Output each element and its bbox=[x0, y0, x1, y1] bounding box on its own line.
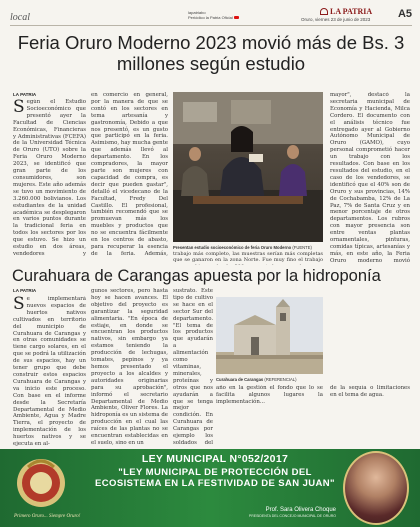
official-role: PRESIDENTA DEL CONCEJO MUNICIPAL DE ORURO bbox=[248, 514, 336, 518]
article1-photo-caption: Presentan estudio socioeconómico de feria Oruro Moderno (FUENTE) bbox=[173, 245, 312, 250]
article2-col3: sustrato. Este tipo de cultivo se hace en el sector Sur del departamento. "El tema de los productos que ayudarán a alimentación como vitaminas, minerales, proteínas y otros que nos ayudarán a que se tenga mejor condición. En Curahuara de Carangas por ejemplo los soldados del bbox=[173, 288, 213, 446]
article2-col1: Se implementará nuevos espacios de huertos nativos cultivados en territorio del municipio de Curahuara de Carangas y en otras comunidades se tiene cargo solares, en el que se podrá la utilización de sus espacios, hay un tener grupo que debe construir estos espacios Curahuara de Carangas y va inicio este proceso. Con base en el informe desde la Secretaría Departamental de Medio Ambiente, Agua y Madre Tierra, el proyecto de implementación de los huertos nativos y se ejecuta en al- bbox=[13, 296, 86, 446]
municipal-seal-icon bbox=[6, 453, 76, 513]
official-portrait bbox=[343, 451, 409, 525]
social-links bbox=[188, 10, 239, 20]
newspaper-brand: LA PATRIA bbox=[320, 7, 372, 16]
article2-photo-caption: Curahuara de Carangas (REFERENCIAL) bbox=[216, 377, 297, 382]
article1-col3: mayor", destacó la secretaria municipal de Economía y Hacienda, Milca Cordero. El documento con el análisis técnico fue entregado ayer al Gobierno Autónomo Municipal de Oruro (GAMO), cuyo personal comprometió hacer un trabajo con los resultados. Con base en los resultados del estudio, en el caso de los vendedores, se identificó que el 40% son de Oruro y sus provincias, 14% de Cochabamba, 12% de La Paz, 7% de Santa Cruz y en menor porcentaje de otros departamentos. Los rubros con mayor presencia son entre ventas plantas ornamentales, pinturas, comidas típicas, artesanías y más, en este año, la Feria Oruro moderno movió bbox=[330, 92, 410, 262]
article2-col4: año en la gestión el fondo que lo se facilita algunos lugares la implementación... bbox=[216, 385, 323, 405]
brand-logo-icon bbox=[320, 8, 328, 15]
youtube-icon[interactable] bbox=[234, 16, 239, 19]
church-photo bbox=[216, 297, 323, 374]
slogan-text: Primero Oruro... Siempre Oruro! bbox=[14, 514, 81, 519]
social-handle[interactable]: lapatriabo bbox=[188, 10, 206, 15]
law-quote: "LEY MUNICIPAL DE PROTECCIÓN DEL ECOSISTEMA EN LA FESTIVIDAD DE SAN JUAN" bbox=[95, 467, 335, 489]
article1-kicker: LA PATRIA bbox=[13, 92, 37, 97]
article2-kicker: LA PATRIA bbox=[13, 288, 37, 293]
law-title: LEY MUNICIPAL N°052/2017 bbox=[141, 453, 289, 465]
article2-col5: de la sequía o limitaciones en el tema de agua. bbox=[330, 385, 410, 398]
article1-title: Feria Oruro Moderno 2023 movió más de Bs. 3 millones según estudio bbox=[17, 32, 405, 74]
conference-photo bbox=[173, 92, 323, 242]
article1-col1: Según el Estudio Socioeconómico que presentó ayer la Facultad de Ciencias Económicas, Financieras y Administrativas (FCEFA) de la Universidad Técnica de Oruro (UTO) sobre la Feria Oruro Moderno 2023, se identificó que gran parte de los consumidores, son mujeres. Este año además se tuvo un movimiento de 3.260.000 bolivianos. Los estudiantes de la unidad académica se desplegaron en varios puntos durante la tradicional feria en todos los sectores por los que estuvo. Se hizo un estudio en dos áreas, vendedores y bbox=[13, 99, 86, 257]
article2-col2: gunos sectores, pero hasta hoy se hacen avances. El objetivo del proyecto es garantizar la seguridad alimentaria. "En época de estiaje, en donde se encuentran los productos nativos, sin embargo ya estamos teniendo la producción de lechugas, tomates, pepinos y ya hemos presentado el proyecto a los alcaldes y autoridades originarias para su aprobación", informó el secretario Departamental de Medio Ambiente, Oliver Flores. La hidroponía es un sistema de producción en el cual las raíces de las plantas no se encuentran establecidas en el suelo, sino en un bbox=[91, 288, 168, 446]
article2-title: Curahuara de Carangas apuesta por la hidroponía bbox=[12, 267, 381, 285]
social-name[interactable]: Periódico la Patria Oficial bbox=[188, 15, 233, 20]
page-number: A5 bbox=[397, 8, 412, 20]
article1-dropcap: S bbox=[13, 99, 25, 117]
article1-bottom-text: trabajo más completo, las muestras serían más completas que se ganaron en la zona Norte. Fue muy fino el trabajo bbox=[173, 251, 323, 264]
article2-dropcap: S bbox=[13, 296, 25, 314]
section-label: local bbox=[10, 12, 30, 23]
article2-photo bbox=[216, 297, 323, 374]
date-line: Oruro, viernes 23 de junio de 2023 bbox=[301, 17, 371, 22]
official-name: Prof. Sara Olivera Choque bbox=[265, 507, 336, 513]
article1-photo bbox=[173, 92, 323, 242]
article1-col2: en comercio en general, por la manera de que se contó en los sectores en tema artesanía y gastronomía, Debido a que nos presentó, es un gusto que participó en la feria. Asimismo, hay mucha gente que además llevó al departamento. En los compradores, la mayor parte son mujeres con capacidad de compra, es decir que pueden gastar", detalló el vicedecano de la Facultad, Fredy Del Castillo. El profesional, también recomendó que se promuevan más los muebles y productos que no se encuentra fácilmente en los centros de abasto, para recuperar la esencia de la feria. Además, bbox=[91, 92, 168, 257]
header-divider bbox=[10, 25, 412, 26]
page-header bbox=[10, 6, 412, 24]
